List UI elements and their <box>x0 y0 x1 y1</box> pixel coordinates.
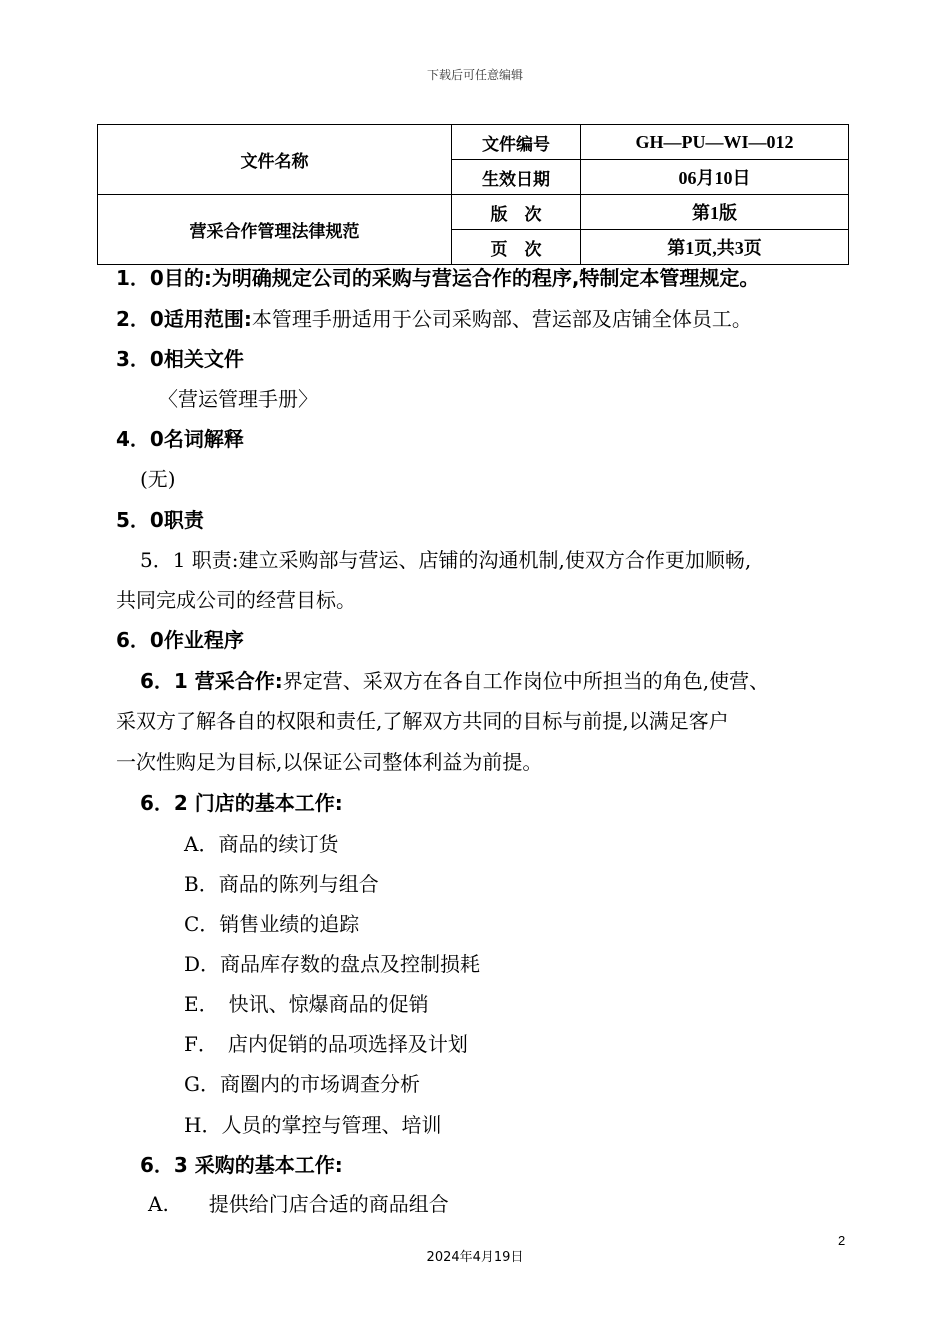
list-item: G．商圈内的市场调查分析 <box>184 1072 420 1096</box>
section-6-2-heading: 6．2 门店的基本工作: <box>140 791 343 815</box>
section-4-item: (无) <box>140 467 176 491</box>
effective-date-value: 06月10日 <box>581 160 849 195</box>
section-3-heading: 3．0相关文件 <box>116 347 244 371</box>
section-6-1 <box>140 661 769 701</box>
file-no-value: GH—PU—WI—012 <box>581 125 849 160</box>
list-item: E． 快讯、惊爆商品的促销 <box>184 992 429 1016</box>
section-5-text-1: 5．1 职责:建立采购部与营运、店铺的沟通机制,使双方合作更加顺畅, <box>140 548 752 572</box>
section-4-heading: 4．0名词解释 <box>116 427 244 451</box>
section-1-heading: 1．0目的:为明确规定公司的采购与营运合作的程序,特制定本管理规定。 <box>116 266 760 290</box>
page-label: 页 次 <box>452 230 581 265</box>
footer-date: 2024年4月19日 <box>426 1250 524 1265</box>
section-6-1-text-2: 采双方了解各自的权限和责任,了解双方共同的目标与前提,以满足客户 <box>116 709 729 733</box>
section-3-item: 〈营运管理手册〉 <box>158 387 318 411</box>
section-6-heading: 6．0作业程序 <box>116 628 244 652</box>
page-number: 2 <box>838 1233 846 1248</box>
section-2 <box>116 299 752 339</box>
list-item: A. 提供给门店合适的商品组合 <box>148 1192 449 1216</box>
version-value: 第1版 <box>581 195 849 230</box>
list-item: H．人员的掌控与管理、培训 <box>184 1113 442 1137</box>
page-value: 第1页,共3页 <box>581 230 849 265</box>
header-note: 下载后可任意编辑 <box>426 68 523 82</box>
list-item: B．商品的陈列与组合 <box>184 872 379 896</box>
document-info-table <box>97 124 849 265</box>
section-6-1-heading: 6．1 营采合作: <box>140 669 283 693</box>
list-item: C．销售业绩的追踪 <box>184 912 360 936</box>
doc-title: 营采合作管理法律规范 <box>98 195 452 265</box>
section-6-1-text-1: 界定营、采双方在各自工作岗位中所担当的角色,使营、 <box>282 669 770 693</box>
list-item: F． 店内促销的品项选择及计划 <box>184 1032 468 1056</box>
version-label: 版 次 <box>452 195 581 230</box>
file-name-label: 文件名称 <box>98 125 452 195</box>
section-5-heading: 5．0职责 <box>116 508 204 532</box>
section-2-heading: 2．0适用范围: <box>116 307 252 331</box>
section-5-text-2: 共同完成公司的经营目标。 <box>116 588 356 612</box>
list-item: A．商品的续订货 <box>184 832 339 856</box>
file-no-label: 文件编号 <box>452 125 581 160</box>
effective-date-label: 生效日期 <box>452 160 581 195</box>
section-2-text: 本管理手册适用于公司采购部、营运部及店铺全体员工。 <box>251 307 752 331</box>
section-6-3-heading: 6．3 采购的基本工作: <box>140 1153 343 1177</box>
section-6-1-text-3: 一次性购足为目标,以保证公司整体利益为前提。 <box>116 750 543 774</box>
list-item: D．商品库存数的盘点及控制损耗 <box>184 952 481 976</box>
